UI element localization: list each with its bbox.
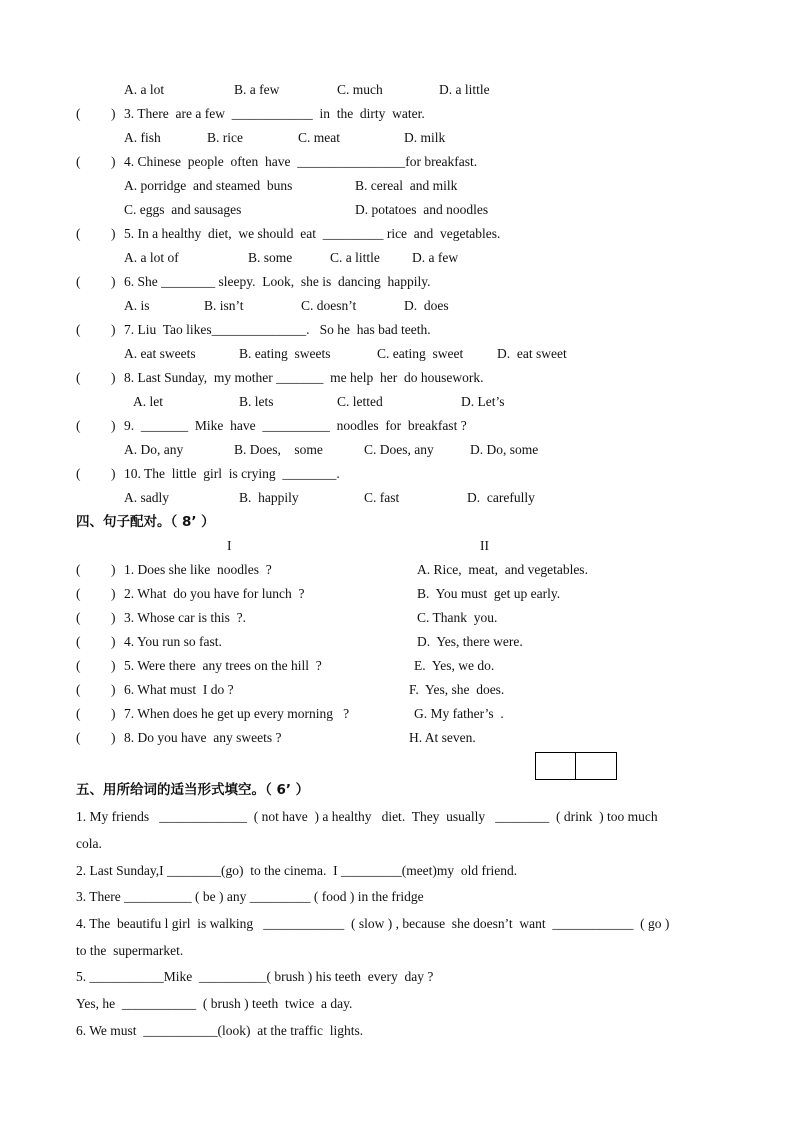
option-d: D. Let’s	[461, 394, 505, 409]
matching-question: 8. Do you have any sweets ?	[124, 730, 282, 745]
answer-paren-open: (	[76, 154, 81, 169]
answer-paren-close: )	[111, 322, 116, 337]
option-c: C. Does, any	[364, 442, 434, 457]
question-text: 6. She ________ sleepy. Look, she is dancing happily.	[124, 274, 431, 289]
option-b: B. cereal and milk	[355, 178, 458, 193]
answer-paren-close: )	[111, 418, 116, 433]
option-c: C. eating sweet	[377, 346, 464, 361]
answer-paren-close: )	[111, 634, 116, 649]
question-text: 5. In a healthy diet, we should eat _________ rice and vegetables.	[124, 226, 501, 241]
answer-paren-open: (	[76, 274, 81, 289]
option-c: C. fast	[364, 490, 400, 505]
matching-question: 2. What do you have for lunch ?	[124, 586, 305, 601]
option-a: A. eat sweets	[124, 346, 196, 361]
option-c: C. letted	[337, 394, 383, 409]
column-header-ii: II	[480, 538, 489, 553]
matching-answer: B. You must get up early.	[417, 586, 561, 601]
matching-answer: F. Yes, she does.	[409, 682, 505, 697]
answer-paren-open: (	[76, 610, 81, 625]
option-b: B. a few	[234, 82, 280, 97]
question-text: 10. The little girl is crying ________.	[124, 466, 340, 481]
option-b: B. happily	[239, 490, 299, 505]
matching-question: 5. Were there any trees on the hill ?	[124, 658, 322, 673]
option-b: B. some	[248, 250, 293, 265]
fill-line-5: 5. ___________Mike __________( brush ) his teeth every day ?	[76, 969, 434, 984]
matching-question: 7. When does he get up every morning ?	[124, 706, 350, 721]
option-a: A. fish	[124, 130, 161, 145]
option-b: B. isn’t	[204, 298, 244, 313]
option-c: C. a little	[330, 250, 380, 265]
answer-paren-close: )	[111, 466, 116, 481]
answer-paren-open: (	[76, 226, 81, 241]
answer-paren-open: (	[76, 682, 81, 697]
option-a: A. Do, any	[124, 442, 184, 457]
answer-paren-close: )	[111, 586, 116, 601]
fill-line-2: 2. Last Sunday,I ________(go) to the cinema. I _________(meet)my old friend.	[76, 863, 518, 878]
option-c: C. doesn’t	[301, 298, 357, 313]
fill-line-6: 6. We must ___________(look) at the traffic lights.	[76, 1023, 364, 1038]
option-a: A. porridge and steamed buns	[124, 178, 293, 193]
option-d: D. potatoes and noodles	[355, 202, 489, 217]
answer-paren-open: (	[76, 466, 81, 481]
option-a: A. let	[133, 394, 163, 409]
option-a: A. is	[124, 298, 150, 313]
section-title-fill-blanks: 五、用所给词的适当形式填空。（ 6’ ）	[76, 782, 310, 798]
matching-answer: C. Thank you.	[417, 610, 498, 625]
answer-paren-open: (	[76, 658, 81, 673]
section-title-matching: 四、句子配对。（ 8’ ）	[76, 514, 215, 530]
matching-question: 4. You run so fast.	[124, 634, 222, 649]
option-d: D. a little	[439, 82, 490, 97]
matching-answer: D. Yes, there were.	[417, 634, 523, 649]
answer-paren-close: )	[111, 226, 116, 241]
option-b: B. lets	[239, 394, 274, 409]
question-text: 7. Liu Tao likes______________. So he has bad teeth.	[124, 322, 431, 337]
option-c: C. eggs and sausages	[124, 202, 242, 217]
option-d: D. milk	[404, 130, 446, 145]
question-text: 3. There are a few ____________ in the dirty water.	[124, 106, 425, 121]
answer-paren-close: )	[111, 274, 116, 289]
score-box-divider	[575, 753, 576, 779]
option-c: C. meat	[298, 130, 340, 145]
fill-line-1: 1. My friends _____________ ( not have ) a healthy diet. They usually ________ ( drink ) too much	[76, 809, 658, 824]
option-d: D. does	[404, 298, 449, 313]
score-box	[535, 752, 617, 780]
answer-paren-open: (	[76, 706, 81, 721]
option-a: A. sadly	[124, 490, 169, 505]
option-d: D. carefully	[467, 490, 535, 505]
matching-question: 3. Whose car is this ?.	[124, 610, 246, 625]
answer-paren-close: )	[111, 154, 116, 169]
option-b: B. rice	[207, 130, 243, 145]
answer-paren-close: )	[111, 730, 116, 745]
answer-paren-open: (	[76, 106, 81, 121]
option-d: D. a few	[412, 250, 459, 265]
fill-line-4-cont: to the supermarket.	[76, 943, 184, 958]
column-header-i: I	[227, 538, 232, 553]
answer-paren-open: (	[76, 562, 81, 577]
answer-paren-close: )	[111, 370, 116, 385]
matching-answer: A. Rice, meat, and vegetables.	[417, 562, 588, 577]
answer-paren-close: )	[111, 610, 116, 625]
fill-line-4: 4. The beautifu l girl is walking ____________ ( slow ) , because she doesn’t want ____________ ( go )	[76, 916, 670, 931]
matching-question: 6. What must I do ?	[124, 682, 234, 697]
answer-paren-close: )	[111, 682, 116, 697]
matching-answer: E. Yes, we do.	[414, 658, 495, 673]
fill-line-3: 3. There __________ ( be ) any _________ ( food ) in the fridge	[76, 889, 424, 904]
matching-answer: H. At seven.	[409, 730, 476, 745]
answer-paren-open: (	[76, 586, 81, 601]
answer-paren-open: (	[76, 370, 81, 385]
answer-paren-open: (	[76, 418, 81, 433]
matching-question: 1. Does she like noodles ?	[124, 562, 272, 577]
matching-answer: G. My father’s .	[414, 706, 504, 721]
option-c: C. much	[337, 82, 383, 97]
answer-paren-open: (	[76, 634, 81, 649]
option-a: A. a lot of	[124, 250, 179, 265]
option-d: D. Do, some	[470, 442, 539, 457]
option-b: B. eating sweets	[239, 346, 331, 361]
option-d: D. eat sweet	[497, 346, 567, 361]
answer-paren-close: )	[111, 106, 116, 121]
answer-paren-close: )	[111, 706, 116, 721]
question-text: 8. Last Sunday, my mother _______ me help her do housework.	[124, 370, 484, 385]
question-text: 4. Chinese people often have ________________for breakfast.	[124, 154, 478, 169]
option-a: A. a lot	[124, 82, 165, 97]
option-b: B. Does, some	[234, 442, 323, 457]
answer-paren-open: (	[76, 322, 81, 337]
answer-paren-close: )	[111, 658, 116, 673]
answer-paren-close: )	[111, 562, 116, 577]
fill-line-5-answer: Yes, he ___________ ( brush ) teeth twice a day.	[76, 996, 353, 1011]
answer-paren-open: (	[76, 730, 81, 745]
question-text: 9. _______ Mike have __________ noodles for breakfast ?	[124, 418, 467, 433]
fill-line-1-cont: cola.	[76, 836, 102, 851]
